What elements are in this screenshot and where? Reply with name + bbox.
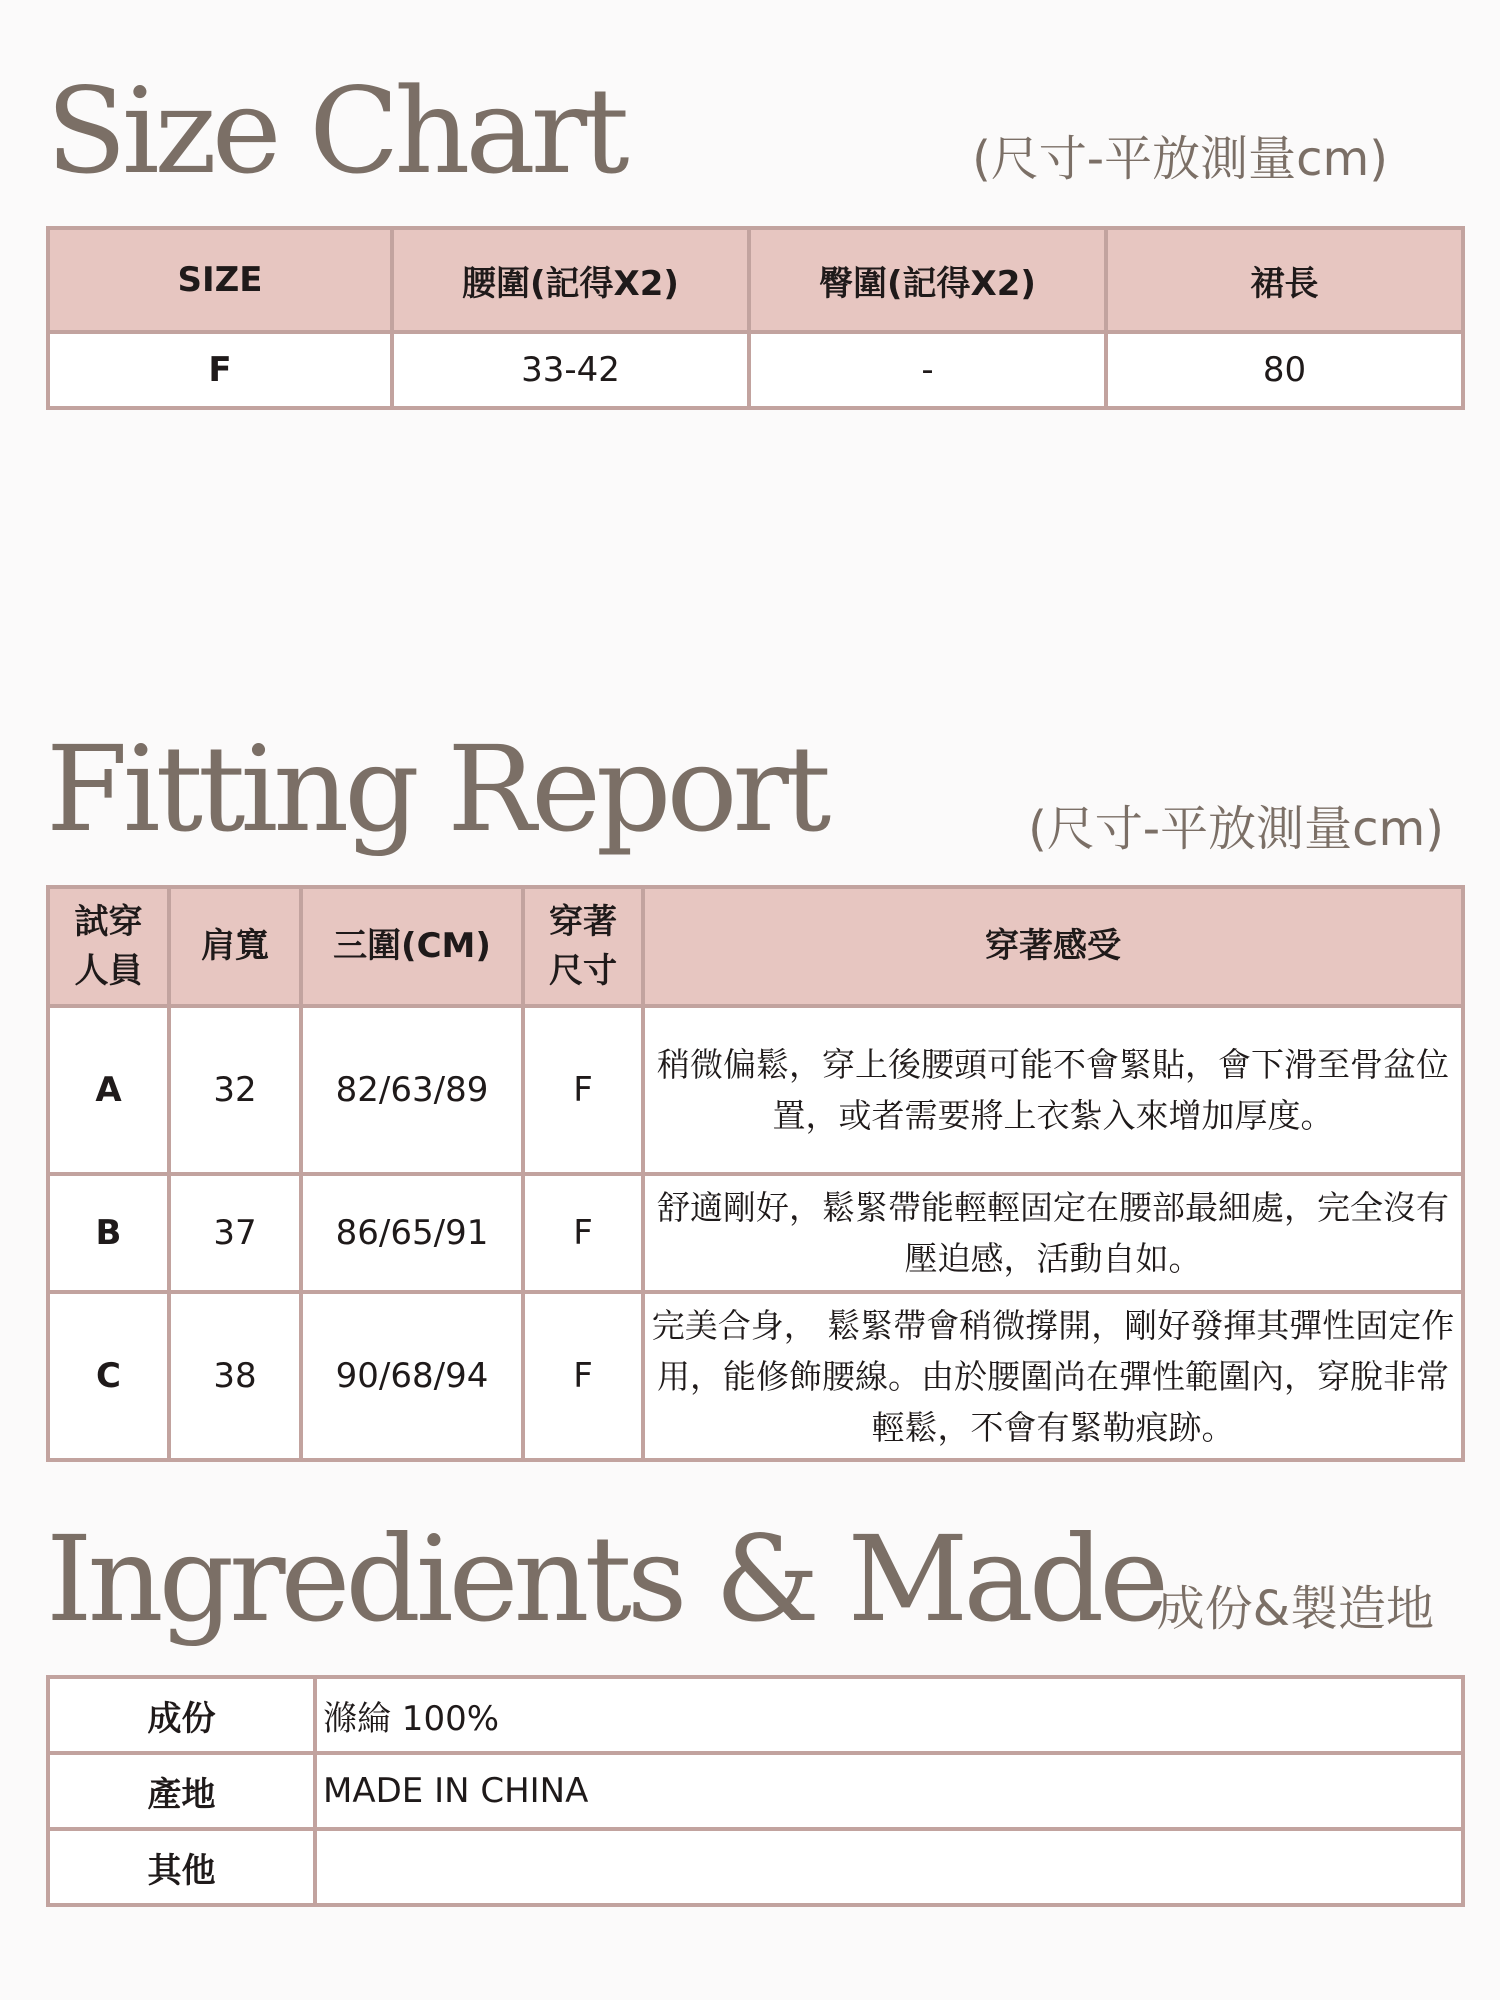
ingredients-label-origin: 產地: [48, 1753, 315, 1829]
fitting-report-table: [46, 885, 1465, 1462]
fit-cell-worn-size: F: [523, 1174, 643, 1292]
table-row: [48, 332, 1463, 408]
fit-cell-tester: C: [48, 1292, 169, 1460]
fit-cell-tester: B: [48, 1174, 169, 1292]
ingredients-label-other: 其他: [48, 1829, 315, 1905]
ingredients-label-material: 成份: [48, 1677, 315, 1753]
fit-header-feedback: 穿著感受: [643, 887, 1463, 1006]
table-row: [48, 1174, 1463, 1292]
fit-cell-feedback: 完美合身， 鬆緊帶會稍微撐開，剛好發揮其彈性固定作用，能修飾腰線。由於腰圍尚在彈性範圍內，穿脫非常輕鬆，不會有緊勒痕跡。: [643, 1292, 1463, 1460]
table-row: [48, 1677, 1463, 1753]
fit-cell-measurements: 86/65/91: [301, 1174, 523, 1292]
fit-cell-tester: A: [48, 1006, 169, 1174]
fitting-report-title: Fitting Report: [46, 720, 827, 858]
size-chart-title: Size Chart: [46, 62, 625, 200]
size-cell-hip: -: [749, 332, 1106, 408]
size-chart-table: [46, 226, 1465, 410]
ingredients-value-material: 滌綸 100%: [315, 1677, 1463, 1753]
size-cell-length: 80: [1106, 332, 1463, 408]
fit-header-worn-size: 穿著 尺寸: [523, 887, 643, 1006]
fit-cell-shoulder: 38: [169, 1292, 301, 1460]
size-chart-subtitle: (尺寸-平放測量cm): [972, 131, 1388, 187]
fit-cell-shoulder: 32: [169, 1006, 301, 1174]
fit-cell-worn-size: F: [523, 1292, 643, 1460]
fitting-header-row: [48, 887, 1463, 1006]
fit-header-tester: 試穿 人員: [48, 887, 169, 1006]
table-row: [48, 1006, 1463, 1174]
table-row: [48, 1829, 1463, 1905]
size-header-hip: 臀圍(記得X2): [749, 228, 1106, 332]
size-header-length: 裙長: [1106, 228, 1463, 332]
ingredients-table: [46, 1675, 1465, 1907]
fit-cell-measurements: 90/68/94: [301, 1292, 523, 1460]
size-header-size: SIZE: [48, 228, 392, 332]
ingredients-title: Ingredients & Made: [46, 1510, 1165, 1648]
fit-cell-worn-size: F: [523, 1006, 643, 1174]
size-chart-header-row: [48, 228, 1463, 332]
fitting-report-subtitle: (尺寸-平放測量cm): [1028, 801, 1444, 857]
ingredients-subtitle: 成份&製造地: [1156, 1581, 1434, 1637]
fit-cell-measurements: 82/63/89: [301, 1006, 523, 1174]
table-row: [48, 1753, 1463, 1829]
size-cell-size: F: [48, 332, 392, 408]
fit-header-shoulder: 肩寬: [169, 887, 301, 1006]
table-row: [48, 1292, 1463, 1460]
fit-cell-feedback: 舒適剛好，鬆緊帶能輕輕固定在腰部最細處，完全沒有壓迫感，活動自如。: [643, 1174, 1463, 1292]
ingredients-value-other: [315, 1829, 1463, 1905]
fit-header-measurements: 三圍(CM): [301, 887, 523, 1006]
ingredients-value-origin: MADE IN CHINA: [315, 1753, 1463, 1829]
fit-cell-feedback: 稍微偏鬆，穿上後腰頭可能不會緊貼，會下滑至骨盆位置，或者需要將上衣紮入來增加厚度。: [643, 1006, 1463, 1174]
size-cell-waist: 33-42: [392, 332, 749, 408]
size-header-waist: 腰圍(記得X2): [392, 228, 749, 332]
fit-cell-shoulder: 37: [169, 1174, 301, 1292]
